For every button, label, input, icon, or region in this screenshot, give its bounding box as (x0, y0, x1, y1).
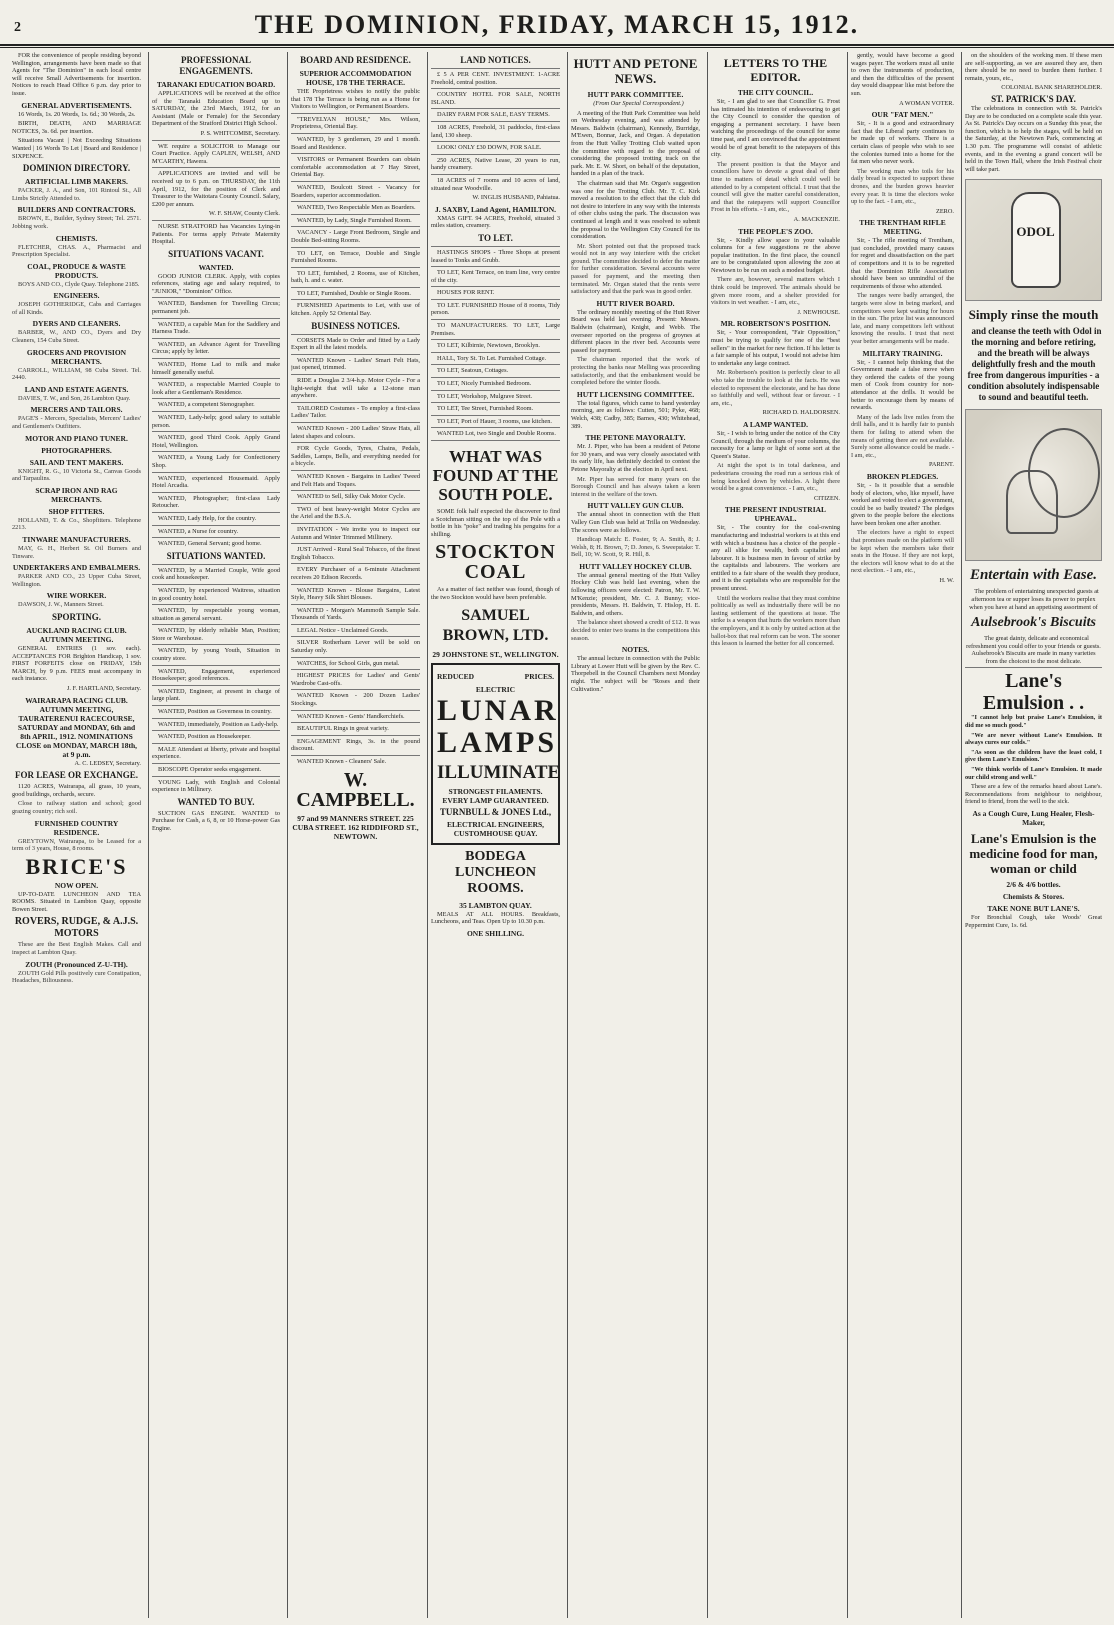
notes-text: The annual lecture in connection with the Public Library at Lower Hutt will be given by the Rev. C. Thorpebell in the Council Chambers next Monday night. The subject will be "Roses and their Cultivation." (571, 655, 700, 693)
page-number: 2 (14, 20, 21, 35)
column-rule (961, 52, 962, 1618)
to-let-advert: HOUSES FOR RENT. (431, 286, 560, 297)
wanted-advert: WANTED, Lady-help; good salary to suitable person. (152, 411, 280, 429)
directory-item: PHOTOGRAPHERS. (41, 445, 112, 455)
to-let-heading: TO LET. (478, 232, 513, 243)
column-7 (851, 52, 958, 1618)
board-advert: "TREVELYAN HOUSE," Mrs. Wilson, Proprietress, Oriental Bay. (291, 113, 420, 131)
voter-letter-signature: A WOMAN VOTER. (899, 99, 954, 107)
stockton-coal-title: STOCKTON COAL (435, 541, 556, 584)
board-advert: WANTED, by 3 gentlemen, 29 and 1 month. Board and Residence. (291, 133, 420, 151)
directory-item: SAIL AND TENT MAKERS. (29, 457, 124, 467)
aulsebrook-title: Aulsebrook's Biscuits (971, 615, 1096, 631)
letters-heading: LETTERS TO THE EDITOR. (723, 56, 828, 84)
robertson-signature: RICHARD D. HALDORSEN. (762, 409, 840, 417)
city-council-text: Sir, - I am glad to see that Councillor G. Frost has intimated his intention of endeavouring to get the City Council to consider the question of engaging a permanent secretary. I have been watching the proceedings of the council for some time past, and I am convinced that the appointment would be of great benefit to the ratepayers of this city. (711, 98, 840, 159)
lanes-quote: "We think worlds of Lane's Emulsion. It made our child strong and well." (965, 766, 1102, 781)
hockey-club-text: The annual general meeting of the Hutt Valley Hockey Club was held last evening, when the following officers were elected: Patron, Mr. T. W. M'Kenzie; president, Mr. C. J. Bunny; vice-presidents, Messrs. H. Baldwin, T. Hislop, H. E. Baldwin, and others. (571, 571, 700, 617)
auckland-racing-title: AUCKLAND RACING CLUB. AUTUMN MEETING. (26, 625, 127, 644)
masthead-rule (0, 47, 1114, 48)
auckland-racing-signature: J. F. HARTLAND, Secretary. (66, 684, 141, 692)
lanes-quote: "We are never without Lane's Emulsion. It always cures our colds." (965, 731, 1102, 747)
directory-item: SHOP FITTERS. (48, 506, 105, 516)
to-let-advert: TO LET, Nicely Furnished Bedroom. (431, 377, 560, 388)
column-rule (148, 52, 149, 1618)
taranaki-signature: P. S. WHITCOMBE, Secretary. (200, 129, 280, 137)
taranaki-heading: TARANAKI EDUCATION BOARD. (156, 80, 276, 89)
masthead (0, 0, 1114, 46)
st-patricks-heading: ST. PATRICK'S DAY. (991, 93, 1076, 104)
column-6 (711, 52, 844, 1618)
situation-wanted-advert: WANTED, Engagement, experienced Housekeeper; good references. (152, 665, 280, 683)
lanes-text: These are a few of the remarks heard about Lane's. Recommendations from neighbour to neighbour, friend to friend, from the well to the sick. (965, 783, 1102, 806)
land-notices-heading: LAND NOTICES. (460, 55, 531, 65)
to-let-advert: TO LET, Port of Hauer, 3 rooms, use kitchen. (431, 415, 560, 426)
wanted-advert: WANTED, good Third Cook. Apply Grand Hotel, Wellington. (152, 431, 280, 449)
bioscope-advert: BIOSCOPE Operator seeks engagement. (152, 763, 280, 774)
directory-item: COAL, PRODUCE & WASTE PRODUCTS. (27, 261, 126, 280)
wanted-advert: WANTED, Home Lad to milk and make himself generally useful. (152, 358, 280, 376)
shareholder-signature: COLONIAL BANK SHAREHOLDER. (1001, 84, 1102, 92)
wanted-advert: WANTED, Photographer; first-class Lady Retoucher. (152, 492, 280, 510)
business-advert: INVITATION - We invite you to inspect our Autumn and Winter Trimmed Millinery. (291, 523, 420, 541)
odol-text: and cleanse the teeth with Odol in the morning and before retiring, and the breath will be always delightfully fresh and the mouth free from dangerous impurities - a condition absolutely indispensable to sound and beautiful teeth. (967, 326, 1102, 403)
electric-label: ELECTRIC (475, 684, 516, 694)
county-advert: APPLICATIONS are invited and will be received up to 6 p.m. on THURSDAY, the 11th April, 1912, for the position of Clerk and Treasurer to the Waitotara County Council. Salary, £200 per annum. (152, 167, 280, 208)
lunar-detail: STRONGEST FILAMENTS. EVERY LAMP GUARANTEED. (442, 786, 549, 805)
wanted-advert: WANTED, a Young Lady for Confectionery Shop. (152, 451, 280, 469)
directory-entry: PAGE'S - Mercers, Specialists, Mercers' Ladies' and Gentlemen's Outfitters. (12, 415, 141, 431)
column-rule (427, 52, 428, 1618)
business-advert: ENGAGEMENT Rings, 3s. in the pound discount. (291, 735, 420, 753)
directory-item: BUILDERS AND CONTRACTORS. (17, 205, 136, 215)
directory-entry: DAWSON, J. W., Manners Street. (18, 601, 104, 609)
business-advert: WANTED Known - Bargains in Ladies' Tweed and Felt Hats and Toques. (291, 470, 420, 488)
lanes-take-none: TAKE NONE BUT LANE'S. (987, 904, 1080, 913)
column-rule (847, 52, 848, 1618)
to-let-advert: WANTED Lot, two Single and Double Rooms. (431, 427, 560, 438)
bodega-title: BODEGA LUNCHEON ROOMS. (455, 848, 536, 896)
solicitor-advert: WE require a SOLICITOR to Manage our Court Practice. Apply CAPLEN, WELSH, AND M'CARTHY, Hawera. (152, 140, 280, 166)
business-advert: WANTED to Sell, Silky Oak Motor Cycle. (291, 490, 420, 501)
directory-entry: PACKER, J. A., and Son, 101 Rintoul St., All Limbs Strictly Attended to. (12, 187, 141, 202)
military-filler: Many of the lads live miles from the drill halls, and it is hardly fair to punish them for failing to attend when the means of getting there are not available. Surely some allowance could be made. - I am, etc., (851, 413, 954, 459)
brices-detail: UP-TO-DATE LUNCHEON AND TEA ROOMS. Situated in Lambton Quay, opposite Bowen Street. (12, 890, 141, 913)
directory-item: MERCERS AND TAILORS. (30, 405, 123, 415)
land-advert: COUNTRY HOTEL FOR SALE, NORTH ISLAND. (431, 88, 560, 106)
hutt-park-heading: HUTT PARK COMMITTEE. (587, 90, 684, 99)
correspondent-note: (From Our Special Correspondent.) (593, 100, 684, 107)
broken-pledges-signature: H. W. (939, 577, 954, 585)
situations-vacant-heading: SITUATIONS VACANT. (168, 248, 264, 259)
wanted-advert: WANTED, a capable Man for the Saddlery and Harness Trade. (152, 318, 280, 336)
to-let-advert: TO LET, Workshop, Mulgrave Street. (431, 390, 560, 401)
business-advert: LEGAL Notice - Unclaimed Goods. (291, 624, 420, 635)
directory-item: SCRAP IRON AND RAG MERCHANTS. (35, 485, 118, 504)
robertson-heading: MR. ROBERTSON'S POSITION. (720, 319, 831, 329)
to-let-advert: TO LET, Tee Street, Furnished Room. (431, 402, 560, 413)
situation-wanted-advert: WANTED, Position as Housekeeper. (152, 730, 280, 741)
wanted-to-buy-text: SUCTION GAS ENGINE. WANTED to Purchase for Cash, a 6, 8, or 10 Horse-power Gas Engine. (152, 809, 280, 832)
junior-clerk-advert: GOOD JUNIOR CLERK. Apply, with copies references, stating age and salary required, to "JUNIOR," "Dominion" Office. (152, 272, 280, 295)
to-let-advert: HALL, Tory St. To Let. Furnished Cottage. (431, 352, 560, 363)
peoples-zoo-text: Sir, - Kindly allow space in your valuable columns for a few suggestions re the above popular institution. In the first place, the council are to be congratulated upon allowing the zoo at Newtown to be run on such a modest budget. (711, 236, 840, 274)
illuminate-title: ILLUMINATE (437, 761, 561, 783)
robertson-filler: Mr. Robertson's position is perfectly clear to all who take the trouble to look at the facts. He was elected to represent the electorate, and he has done so faithfully and well, without fear or favour. - I am, etc., (711, 369, 840, 407)
business-advert: JUST Arrived - Rural Seal Tobacco, of the finest English Tobacco. (291, 543, 420, 561)
business-notices-heading: BUSINESS NOTICES. (311, 320, 400, 331)
situation-wanted-advert: WANTED, by respectable young woman, situation as general servant. (152, 604, 280, 622)
directory-item: MOTOR AND PIANO TUNER. (25, 433, 128, 443)
to-let-advert: TO LET, Kent Terrace, on tram line, very centre of the city. (431, 266, 560, 284)
peoples-zoo-filler: There are, however, several matters which I think could be improved. The animals should be given more room, and a shelter provided for visitors in wet weather. - I am, etc., (711, 276, 840, 307)
directory-entry: KNIGHT, R. G., 10 Victoria St., Canvas Goods and Tarpaulins. (12, 467, 141, 483)
lanes-cough: As a Cough Cure, Lung Healer, Flesh-Maker, (972, 809, 1095, 827)
lamp-wanted-signature: CITIZEN. (813, 494, 840, 502)
board-advert: TO LET, on Terrace, Double and Single Furnished Rooms. (291, 247, 420, 265)
terrace-house-title: SUPERIOR ACCOMMODATION HOUSE, 178 THE TERRACE. (299, 69, 412, 87)
directory-entry: BARBER, W., AND CO., Dyers and Dry Cleaners, 154 Cuba Street. (12, 329, 141, 345)
robertson-text: Sir, - Your correspondent, "Fair Opposition," must be trying to qualify for one of the "best sellers" in the market for new fiction. If his letter is a fair sample of his output, I would not advise him to undertake any large contract. (711, 329, 840, 367)
city-council-heading: THE CITY COUNCIL. (737, 88, 814, 97)
land-advert: DAIRY FARM FOR SALE, EASY TERMS. (431, 108, 560, 119)
column-5 (571, 52, 704, 1618)
odol-bottle-shape (1011, 192, 1061, 288)
nurse-advert: NURSE STRATFORD has Vacancies Lying-in Patients. For terms apply Private Maternity Hospital. (152, 220, 280, 246)
directory-entry: BOYS AND CO., Clyde Quay. Telephone 2185. (18, 280, 140, 288)
industrial-text: Sir, - The country for the coal-owning manufacturing and industrial workers is at this end with which a business has a choice of the people - any all slike for wealth, both capitalist and labourer. It is business men in favour of strike by the capitalists and labourers. The workers are entitled to a fair share of the wealth they produce, and it is the capitalists who are responsible for the present unrest. (711, 524, 840, 593)
column-1 (12, 52, 145, 1618)
situation-wanted-advert: WANTED, by young Youth, Situation in country store. (152, 644, 280, 662)
odol-bottle-illustration (965, 179, 1102, 301)
entertain-text: The problem of entertaining unexpected guests at afternoon tea or supper loses its power to perplex when you have at hand an appetising assortment of (969, 588, 1099, 611)
hockey-club-heading: HUTT VALLEY HOCKEY CLUB. (579, 561, 692, 571)
board-list (291, 113, 420, 318)
board-advert: TO LET, furnished, 2 Rooms, use of Kitchen, bath, h. and c. water. (291, 267, 420, 285)
business-advert: BEAUTIFUL Rings in great variety. (291, 722, 420, 733)
fat-men-signature: ZERO. (935, 207, 954, 215)
lunar-price-row (437, 669, 554, 682)
industrial-filler: Until the workers realise that they must combine politically as well as industrially there will be no lasting settlement of the questions at issue. The strike is a weapon that hurts the workers more than the employers, and it is only by united action at the ballot-box that real reform can be won. The sooner this lesson is learned the better for all concerned. (711, 594, 840, 648)
peoples-zoo-signature: J. NEWHOUSE. (797, 308, 840, 316)
mayoralty-heading: THE PETONE MAYORALTY. (585, 433, 686, 443)
zouth-filler: ZOUTH Gold Pills positively cure Constipation, Headaches, Biliousness. (12, 969, 141, 985)
wanted-advert: WANTED, Lady Help, for the country. (152, 512, 280, 523)
column-4 (431, 52, 564, 1618)
land-advert: LOOK! ONLY £30 DOWN, FOR SALE. (431, 141, 560, 152)
odol-bottle-label: ODOL (1016, 224, 1055, 240)
hutt-river-filler: The chairman reported that the work of protecting the banks near Melling was proceeding satisfactorily, and that the embankment would be completed before the winter floods. (571, 356, 700, 387)
woman-hand-shape (1006, 470, 1058, 534)
to-let-advert: TO LET, Kilbirnie, Newtown, Brooklyn. (431, 339, 560, 350)
situation-wanted-advert: WANTED, by a Married Couple, Wife good cook and housekeeper. (152, 564, 280, 582)
business-list (291, 334, 420, 766)
south-pole-advert (431, 440, 560, 659)
board-advert: WANTED, Boulcott Street - Vacancy for Boarders, superior accommodation. (291, 181, 420, 199)
wanted-advert: WANTED, Bandsmen for Travelling Circus; permanent job. (152, 297, 280, 315)
samuel-brown-address: 29 JOHNSTONE ST., WELLINGTON. (432, 649, 559, 659)
wanted-advert: WANTED, a Nurse for country. (152, 525, 280, 536)
turnbull-jones-title: TURNBULL & JONES Ltd., (439, 806, 552, 817)
directory-entry: JOSEPH GOTHERIDGE, Cabs and Carriages of all Kinds. (12, 301, 141, 316)
directory-item: TINWARE MANUFACTURERS. (22, 535, 131, 544)
industrial-heading: THE PRESENT INDUSTRIAL UPHEAVAL. (724, 505, 827, 524)
lamp-wanted-text: Sir, - I wish to bring under the notice of the City Council, through the medium of your columns, the necessity for a lamp or light of some sort at the Queen's Statue. (711, 429, 840, 460)
business-advert: WANTED Known - Blouse Bargains, Latest Style, Heavy Silk Shirt Blouses. (291, 584, 420, 602)
notes-heading: NOTES. (621, 645, 650, 655)
business-advert: WANTED Known - Gents' Handkerchiefs. (291, 710, 420, 721)
directory-item: ARTIFICIAL LIMB MAKERS. (25, 177, 128, 187)
situation-wanted-advert: WANTED, by elderly reliable Man, Position; Store or Warehouse. (152, 624, 280, 642)
campbell-address: 97 and 99 MANNERS STREET. 225 CUBA STREET. 162 RIDDIFORD ST., NEWTOWN. (292, 813, 419, 841)
page-columns (12, 52, 1106, 1620)
newspaper-title: THE DOMINION, FRIDAY, MARCH 15, 1912. (254, 10, 860, 39)
biscuit-woman-illustration (965, 409, 1102, 561)
stockton-coal-text: As a matter of fact neither was found, though of the two Stockton would have been preferable. (431, 586, 560, 601)
lunar-title: LUNAR (437, 693, 559, 727)
voter-letter-continued: gently, would have become a good wages payer. The workers must all unite to own the instruments of production, and then the difficulties of the present day would disappear like mist before the sun. (851, 52, 954, 97)
broken-pledges-text: Sir, - Is it possible that a sensible body of electors, who, like myself, have worked and voted to elect a government, could be so badly treated? The pledges given to the people before the elections have been broken one after another. (851, 481, 954, 527)
peoples-zoo-heading: THE PEOPLE'S ZOO. (738, 226, 813, 236)
young-lady-advert: YOUNG Lady, with English and Colonial experience in Millinery. (152, 776, 280, 794)
directory-item: WIRE WORKER. (46, 591, 107, 601)
lamp-wanted-filler: At night the spot is in total darkness, and pedestrians crossing the road run a serious risk of being knocked down by vehicles. A light there would be a great convenience. - I am, etc., (711, 462, 840, 493)
brices-title: BRICE'S (25, 853, 128, 879)
rates-text: 16 Words, 1s. 20 Words, 1s. 6d.; 30 Words, 2s. (18, 110, 136, 118)
furnished-residence: FURNISHED COUNTRY RESIDENCE. (34, 818, 119, 837)
wanted-advert: WANTED, an Advance Agent for Travelling Circus; apply by letter. (152, 338, 280, 356)
land-signature: W. INGLIS HUSBAND, Pahiatua. (472, 194, 560, 202)
directory-entry: CARROLL, WILLIAM, 98 Cuba Street. Tel. 2440. (12, 366, 141, 382)
board-advert: WANTED, by Lady, Single Furnished Room. (291, 214, 420, 225)
board-advert: FURNISHED Apartments to Let, with use of kitchen. Apply 52 Oriental Bay. (291, 299, 420, 317)
birth-notice-rates: BIRTH, DEATH, AND MARRIAGE NOTICES, 3s. 6d. per insertion. (12, 120, 141, 135)
prices-label: PRICES. (524, 671, 554, 681)
column-rule (567, 52, 568, 1618)
rovers-advert: ROVERS, RUDGE, & A.J.S. MOTORS (14, 916, 139, 940)
wanted-advert: WANTED, a respectable Married Couple to look after a Gentleman's Residence. (152, 378, 280, 396)
situations-rates: Situations Vacant | Not Exceeding Situations Wanted | 16 Words To Let | Board and Residence | SIXPENCE. (12, 137, 141, 160)
wairarapa-racing-title: WAIRARAPA RACING CLUB. AUTUMN MEETING, TAURATERENUI RACECOURSE, SATURDAY and MONDAY, 6th and 8th APRIL, 1912. NOMINATIONS CLOSE on MONDAY, MARCH 18th, at 9 p.m. (15, 695, 138, 759)
xmas-advert: XMAS GIFT. 94 ACRES, Freehold, situated 3 miles station, creamery. (431, 214, 560, 230)
business-advert: SILVER Rotherham Lever will be sold on Saturday only. (291, 636, 420, 654)
military-text: Sir, - I cannot help thinking that the Government made a false move when they ordered the cadets of the young men of Cook from country for non-attendance at the drills. It would be better to encourage them by means of rewards. (851, 358, 954, 412)
taranaki-text: APPLICATIONS will be received at the office of the Taranaki Education Board up to SATURDAY, the 23rd March, 1912, for an Assistant (Male or Female) for the Secondary Department of the Stratford District High School. (152, 90, 280, 128)
lease-text: 1120 ACRES, Wairarapa, all grass, 10 years, good buildings, orchards, secure. (12, 783, 141, 798)
professional-heading: PROFESSIONAL ENGAGEMENTS. (179, 55, 253, 76)
furnished-filler: GREYTOWN, Wairarapa, to be Leased for a term of 3 years, House, 8 rooms. (12, 837, 141, 853)
directory-item: CHEMISTS. (55, 233, 98, 243)
business-advert: HIGHEST PRICES for Ladies' and Gents' Wardrobe Cast-offs. (291, 669, 420, 687)
mayoralty-text: Mr. J. Piper, who has been a resident of Petone for 30 years, and was very closely associated with its early life, has definitely decided to contest the Petone Mayoralty at the election in April next. (571, 443, 700, 473)
aulsebrook-text: The great dainty, delicate and economical refreshment you could offer to your friends or guests. Aulsebrook's Biscuits are made in many varieties from the choicest to the most delicate. (966, 635, 1101, 665)
business-advert: FOR Cycle Goods, Tyres, Chains, Pedals, Saddles, Lamps, Bells, and everything needed for a bicycle. (291, 442, 420, 468)
directory-item: GROCERS AND PROVISION MERCHANTS. (26, 347, 127, 366)
fat-men-text: Sir, - It is a good and extraordinary fact that the Liberal party continues to be made up of workers. There is a certain class of people who wish to see the colonies turned into a home for the fat men who never work. (851, 120, 954, 166)
licensing-text: The total figures, which came to hand yesterday morning, are as follows: Cutten, 501; Pyke, 468; Welch, 438; Cadby, 385; Barnes, 430; Whitehead, 389. (571, 399, 700, 430)
male-attendant-advert: MALE Attendant at liberty, private and hospital experience. (152, 743, 280, 761)
business-advert: WANTED Known - Cleaners' Sale. (291, 755, 420, 766)
business-advert: TWO of best heavy-weight Motor Cycles are the Ariel and the B.S.A. (291, 503, 420, 521)
military-heading: MILITARY TRAINING. (862, 348, 943, 358)
directory-item: DYERS AND CLEANERS. (32, 319, 121, 329)
mayoralty-filler: Mr. Piper has served for many years on the Borough Council and has always taken a keen interest in the welfare of the town. (571, 475, 700, 498)
hutt-park-text: A meeting of the Hutt Park Committee was held on Wednesday evening, and was attended by Messrs. Baldwin (chairman), Kennedy, Burridge, M'Ewen, Bonnar, Jack, and Organ. A deputation from the Hutt Valley Trotting Club waited upon the committee with regard to the proposal of considering the proposed trotting track on the park. Mr. E. W. Short, on behalf of the deputation, handed in a plan of the track. (571, 109, 700, 178)
fat-men-filler: The working man who toils for his daily bread is expected to support these drones, and the burden grows heavier every year. It is time the electors woke up to the fact. - I am, etc., (851, 167, 954, 206)
campbell-advert-title: W. CAMPBELL. (296, 768, 415, 811)
lanes-emulsion-advert (965, 667, 1102, 929)
to-let-advert: TO LET, Seatoun, Cottages. (431, 364, 560, 375)
situations-wanted-list (152, 564, 280, 741)
directory-entry: DAVIES, T. W., and Son, 26 Lambton Quay. (18, 394, 131, 402)
rates-heading: GENERAL ADVERTISEMENTS. (21, 100, 132, 110)
licensing-heading: HUTT LICENSING COMMITTEE. (576, 389, 695, 399)
hutt-park-filler: Mr. Short pointed out that the proposed track would not in any way interfere with the cricket ground. The committee decided to defer the matter for further consideration. Several accounts were passed for payment, and the meeting then terminated. Mr. Organ stated that the rents were satisfactory and that the park was in good order. (571, 242, 700, 296)
entertain-headline: Entertain with Ease. (969, 567, 1098, 584)
lease-filler: Close to railway station and school; good grazing country; rich soil. (12, 800, 141, 815)
hutt-river-board-text: The ordinary monthly meeting of the Hutt River Board was held last evening. Present: Messrs. Baldwin (chairman), Knight, and Webb. The overseer reported on the progress of groynes at different places in the river bed. Accounts were passed for payment. (571, 308, 700, 354)
directory-entry: BROWN, E., Builder, Sydney Street; Tel. 2571. Jobbing work. (12, 215, 141, 230)
business-advert: WANTED Known - 200 Ladies' Straw Hats, all latest shapes and colours. (291, 422, 420, 440)
business-advert: WANTED Known - Ladies' Smart Felt Hats, just opened, trimmed. (291, 354, 420, 372)
land-list (431, 68, 560, 192)
agents-notice: FOR the convenience of people residing beyond Wellington, arrangements have been made so that Agents for "The Dominion" in each local centre will receive Small Advertisements for insertion. Notices to reach Head Office 6 p.m. day prior to issue. (12, 52, 141, 97)
wairarapa-racing-signature: A. C. LEDSEY, Secretary. (74, 759, 141, 767)
column-2 (152, 52, 284, 1618)
to-let-advert: TO MANUFACTURERS. TO LET, Large Premises. (431, 319, 560, 337)
gun-club-heading: HUTT VALLEY GUN CLUB. (587, 501, 684, 511)
broken-pledges-filler: The electors have a right to expect that promises made on the platform will be kept when the members take their seats in the House. If they are not kept, the electors will know what to do at the next election. - I am, etc., (851, 529, 954, 575)
lanes-subtitle: Emulsion . . (982, 692, 1085, 715)
lamps-title: LAMPS (437, 725, 557, 759)
directory-item: UNDERTAKERS AND EMBALMERS. (12, 563, 141, 573)
south-pole-text: SOME folk half expected the discoverer to find a Scotchman sitting on the top of the Pole with a bottle in his "poke" and trading his penguins for a shilling. (431, 508, 560, 538)
business-advert: WANTED - Morgan's Mammoth Sample Sale. Thousands of Yards. (291, 604, 420, 622)
lanes-big-claim: Lane's Emulsion is the medicine food for man, woman or child (969, 831, 1098, 876)
lanes-title: Lane's (1005, 670, 1062, 693)
column-rule (707, 52, 708, 1618)
land-advert: 108 ACRES, Freehold, 31 paddocks, first-class land, 130 sheep. (431, 121, 560, 139)
directory-entry: FLETCHER, CHAS. A., Pharmacist and Prescription Specialist. (12, 243, 141, 259)
column-rule (287, 52, 288, 1618)
hutt-park-text-2: The chairman said that Mr. Organ's suggestion was one for the Trotting Club. Mr. T. C. Kirk moved a resolution to the effect that the club did not desire to interfere in any way with the interests of other clubs using the park. The discussion was continued at length and it was resolved to submit the proposal to the Wellington City Council for its consideration. (571, 179, 700, 241)
situation-wanted-advert: WANTED, Position as Governess in country. (152, 705, 280, 716)
to-let-list (431, 246, 560, 438)
saxby-advert: J. SAXBY, Land Agent, HAMILTON. (434, 204, 556, 214)
directory-entry: HOLLAND, T. & Co., Shopfitters. Telephone 2213. (12, 516, 141, 532)
turnbull-jones-subtitle: ELECTRICAL ENGINEERS, CUSTOMHOUSE QUAY. (446, 819, 545, 838)
business-advert: CORSETS Made to Order and fitted by a Lady Expert in all the latest models. (291, 334, 420, 352)
gun-club-filler: Handicap Match: E. Foster, 9; A. Smith, 8; J. Welsh, 8; H. Brown, 7; D. Jones, 6. Sweepstake: T. Bell, 10; W. Scott, 9; R. Hill, 8. (571, 536, 700, 559)
lanes-price: 2/6 & 4/6 bottles. (1006, 880, 1061, 889)
lease-heading: FOR LEASE OR EXCHANGE. (14, 770, 139, 781)
bodega-address: 35 LAMBTON QUAY. (459, 900, 532, 910)
brices-subtitle: NOW OPEN. (54, 880, 99, 890)
city-council-filler: The present position is that the Mayor and councillors have to devote a great deal of their time to matters of detail which could well be attended to by a competent official. I trust that the council will give the matter careful consideration, and that the ratepayers will support Councillor Frost in his efforts. - I am, etc., (711, 160, 840, 214)
lamp-wanted-heading: A LAMP WANTED. (742, 419, 809, 429)
wanted-advert: WANTED, a competent Stenographer. (152, 398, 280, 409)
county-signature: W. F. SHAW, County Clerk. (209, 210, 280, 218)
sporting-heading: SPORTING. (52, 611, 101, 622)
situations-wanted-heading: SITUATIONS WANTED. (166, 550, 266, 561)
samuel-brown-title: SAMUEL BROWN, LTD. (442, 606, 549, 644)
trentham-heading: THE TRENTHAM RIFLE MEETING. (859, 218, 946, 237)
wanted-advert: WANTED, experienced Housemaid. Apply Hotel Arcadia. (152, 472, 280, 490)
lanes-footer: For Bronchial Cough, take Woods' Great Peppermint Cure, 1s. 6d. (965, 914, 1102, 929)
gun-club-text: The annual shoot in connection with the Hutt Valley Gun Club was held at Trilla on Wednesday. The scores were as follows. (571, 511, 700, 534)
lanes-chemists: Chemists & Stores. (1002, 892, 1065, 901)
odol-headline: Simply rinse the mouth (968, 307, 1099, 323)
reduced-label: REDUCED (437, 671, 475, 681)
lunar-lamps-advert (431, 663, 560, 845)
shareholder-letter: on the shoulders of the working men. If these men are self-supporting, as we are assured they are, then there should be no need to burden them further. I remain, yours, etc., (965, 52, 1102, 82)
terrace-house-text: THE Proprietress wishes to notify the public that 178 The Terrace is being run as a Home for Visitors to Wellington, or Permanent Boarders. (291, 88, 420, 111)
directory-item: ENGINEERS. (53, 291, 100, 301)
trentham-text: Sir, - The rifle meeting of Trentham, just concluded, provided many causes for regret and dissatisfaction on the part of competitors and it is to be regretted that the Dominion Rifle Association should have been so unmindful of the requirements of those who attended. (851, 237, 954, 290)
board-advert: WANTED, Two Respectable Men as Boarders. (291, 201, 420, 212)
to-let-advert: HASTINGS SHOPS - Three Shops at present leased to Tonks and Grubb. (431, 246, 560, 264)
city-council-signature: A. MACKENZIE. (793, 215, 840, 223)
directory-heading: DOMINION DIRECTORY. (22, 163, 131, 174)
auckland-racing-detail: GENERAL ENTRIES (1 sov. each). ACCEPTANCES FOR Brighton Handicap, 1 sov. FIRST FORFEITS close on FRIDAY, 15th MARCH, by 9 p.m. FEES must accompany in each instance. (12, 644, 141, 683)
bodega-price: ONE SHILLING. (466, 928, 525, 938)
column-8 (965, 52, 1106, 1618)
hutt-petone-heading: HUTT AND PETONE NEWS. (573, 56, 698, 86)
board-residence-heading: BOARD AND RESIDENCE. (300, 55, 411, 65)
lanes-quote: "I cannot help but praise Lane's Emulsion, it did me so much good." (965, 714, 1102, 730)
bodega-text: MEALS AT ALL HOURS. Breakfasts, Luncheons, and Teas. Open Up to 10.30 p.m. (431, 910, 560, 926)
directory-entry: MAY, G. H., Herbert St. Oil Burners and Tinware. (12, 545, 141, 560)
wanted-to-buy-heading: WANTED TO BUY. (177, 796, 255, 807)
business-advert: TAILORED Costumes - To employ a first-class Ladies' Tailor. (291, 402, 420, 420)
to-let-advert: TO LET. FURNISHED House of 8 rooms, Tidy person. (431, 299, 560, 317)
wanted-label: WANTED. (198, 262, 234, 272)
board-advert: VISITORS or Permanent Boarders can obtain comfortable accommodation at 7 Hay Street, Oriental Bay. (291, 153, 420, 179)
hockey-club-filler: The balance sheet showed a credit of £12. It was decided to enter two teams in the competitions this season. (571, 619, 700, 642)
st-patricks-text: The celebrations in connection with St. Patrick's Day are to be conducted on a complete scale this year. As St. Patrick's Day occurs on a Sunday this year, the function, which is to help the stages, will be held on the Saturday, at the Newtown Park, commencing at 1.30 p.m. The programme will consist of athletic events, and in the evening a grand concert will be held in the Town Hall, where the Irish Festival choir will take part. (965, 104, 1102, 173)
directory-item: LAND AND ESTATE AGENTS. (24, 384, 129, 394)
business-advert: RIDE a Douglas 2 3/4-h.p. Motor Cycle - For a light-weight that will take a 12-stone man anywhere. (291, 374, 420, 400)
zouth-advert: ZOUTH (Pronounced Z-U-TH). (25, 959, 128, 969)
directory-list (12, 177, 141, 609)
wanted-advert: WANTED, General Servant; good home. (152, 537, 280, 548)
lanes-quote: "As soon as the children have the least cold, I give them Lane's Emulsion." (965, 748, 1102, 764)
rovers-filler: These are the Best English Makes. Call and inspect at Lambton Quay. (12, 941, 141, 957)
wanted-list (152, 297, 280, 547)
fat-men-heading: OUR "FAT MEN." (871, 110, 934, 120)
business-advert: WATCHES, for School Girls, gun metal. (291, 657, 420, 668)
board-advert: VACANCY - Large Front Bedroom, Single and Double Bed-sitting Rooms. (291, 226, 420, 244)
trentham-filler: The ranges were badly arranged, the targets were slow in being marked, and competitors were kept waiting for hours in the sun. The prize list was announced late, and many competitors left without knowing the results. I trust that next year better arrangements will be made. (851, 292, 954, 345)
south-pole-headline: WHAT WAS FOUND AT THE SOUTH POLE. (432, 447, 559, 504)
land-advert: 250 ACRES, Native Lease, 20 years to run, handy creamery. (431, 154, 560, 172)
land-advert: 18 ACRES of 7 rooms and 10 acres of land, situated near Woodville. (431, 174, 560, 192)
directory-entry: PARKER AND CO., 23 Upper Cuba Street, Wellington. (12, 573, 141, 588)
situation-wanted-advert: WANTED, by experienced Waitress, situation in good country hotel. (152, 584, 280, 602)
business-advert: EVERY Purchaser of a 6-minute Attachment receives 20 Edison Records. (291, 563, 420, 581)
situation-wanted-advert: WANTED, Engineer, at present in charge of large plant. (152, 685, 280, 703)
military-signature: PARENT. (928, 461, 954, 469)
board-advert: TO LET, Furnished, Double or Single Room. (291, 287, 420, 298)
situation-wanted-advert: WANTED, immediately, Position as Lady-help. (152, 718, 280, 729)
hutt-river-board-heading: HUTT RIVER BOARD. (596, 298, 675, 308)
column-3 (291, 52, 424, 1618)
broken-pledges-heading: BROKEN PLEDGES. (866, 471, 939, 481)
land-advert: £ 5 A PER CENT. INVESTMENT. 1-ACRE Freehold, central position. (431, 68, 560, 86)
business-advert: WANTED Known - 200 Dozen Ladies' Stockings. (291, 689, 420, 707)
